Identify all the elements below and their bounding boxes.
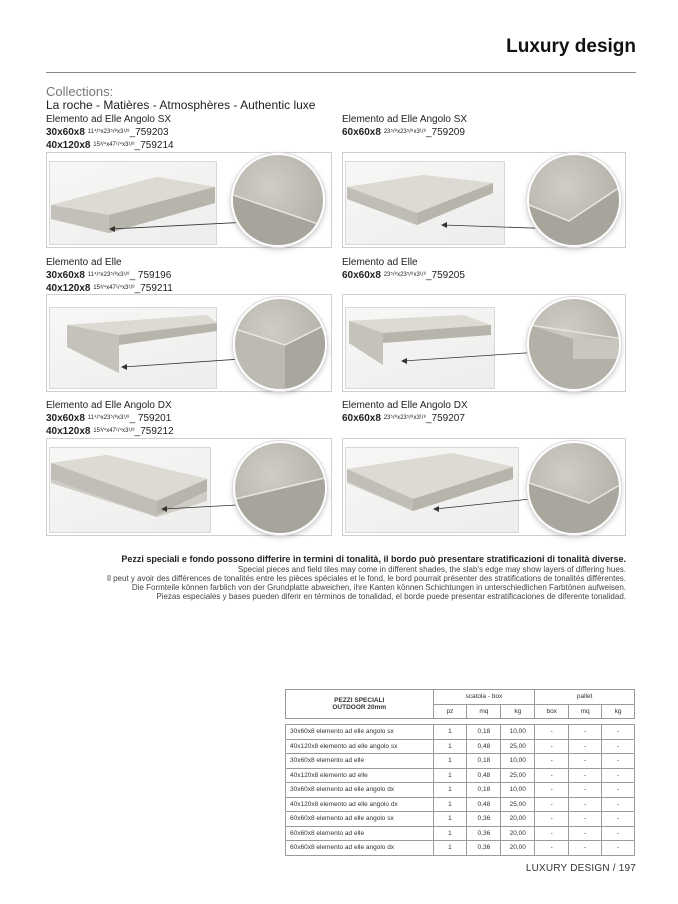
row-value-cell: 0,18: [467, 783, 501, 798]
item-measure: 23⁵/⁸x23⁵/⁸x3¹/⁸: [383, 129, 426, 135]
item-name: Elemento ad Elle: [342, 257, 418, 268]
item-measure: 11⁴/⁵x23⁵/⁸x3¹/⁸: [87, 272, 130, 278]
note-spanish: Piezas especiales y bases pueden diferir en términos de tonalidad, el borde puede presentar estratificaciones de diferente tonalidad.: [156, 592, 626, 601]
item-measure: 23⁵/⁸x23⁵/⁸x3¹/⁸: [383, 272, 426, 278]
table-title-line: PEZZI SPECIALI: [334, 697, 385, 704]
row-value-cell: -: [602, 783, 635, 798]
item-measure: 15³/⁴x47¹/⁴x3¹/⁸: [93, 285, 135, 291]
row-value-cell: -: [569, 826, 602, 841]
item-text: [46, 257, 173, 295]
product-photo-frame: [342, 152, 626, 248]
row-value-cell: -: [535, 841, 569, 856]
item-code: _759212: [134, 426, 174, 437]
item-size: 60x60x8: [342, 270, 381, 281]
page-footer: LUXURY DESIGN / 197: [525, 863, 636, 874]
table-row: [286, 797, 635, 812]
row-value-cell: -: [602, 739, 635, 754]
row-value-cell: 1: [433, 783, 467, 798]
item-size-line: [342, 269, 465, 282]
table-row: [286, 739, 635, 754]
row-description-cell: 40x120x8 elemento ad elle: [286, 768, 434, 783]
table-title-line: OUTDOOR 20mm: [332, 704, 387, 711]
item-code: _ 759201: [129, 413, 172, 424]
row-value-cell: -: [535, 812, 569, 827]
row-value-cell: -: [535, 768, 569, 783]
row-value-cell: 1: [433, 797, 467, 812]
item-code: _759214: [134, 140, 174, 151]
product-photo-frame: [46, 294, 332, 392]
row-value-cell: 0,18: [467, 725, 501, 740]
row-value-cell: -: [602, 754, 635, 769]
row-value-cell: -: [569, 725, 602, 740]
collections-names: La roche - Matières - Atmosphères - Authentic luxe: [46, 98, 316, 112]
row-value-cell: 10,00: [501, 783, 535, 798]
item-size: 60x60x8: [342, 127, 381, 138]
note-italian: Pezzi speciali e fondo possono differire in termini di tonalità, il bordo può presentare stratificazioni di tonalità diverse.: [121, 554, 626, 564]
row-description-cell: 30x60x8 elemento ad elle: [286, 754, 434, 769]
note-german: Die Formteile können farblich von der Grundplatte abweichen, ihre Kanten können Schichtungen in unterschiedlichen Farbtönen aufweisen.: [131, 583, 626, 592]
item-measure: 15³/⁴x47¹/⁴x3¹/⁸: [93, 142, 135, 148]
item-size-line: [46, 425, 174, 438]
row-value-cell: 20,00: [501, 812, 535, 827]
subheader-cell: kg: [501, 704, 535, 719]
item-name: Elemento ad Elle Angolo DX: [342, 400, 468, 411]
table-row: [286, 754, 635, 769]
table-body: [286, 725, 635, 856]
item-measure: 15³/⁴x47¹/⁴x3¹/⁸: [93, 428, 135, 434]
row-value-cell: -: [602, 797, 635, 812]
item-code: _759205: [425, 270, 465, 281]
header-rule: [46, 72, 636, 73]
item-name: Elemento ad Elle Angolo SX: [342, 114, 468, 125]
row-value-cell: -: [602, 725, 635, 740]
item-size: 30x60x8: [46, 127, 85, 138]
item-text: [46, 400, 174, 438]
header-group-pallet: pallet: [535, 690, 635, 705]
note-english: Special pieces and field tiles may come in different shades, the slab's edge may show layers of differing hues.: [237, 565, 626, 574]
row-value-cell: 10,00: [501, 725, 535, 740]
item-code: _759207: [425, 413, 465, 424]
page-title: Luxury design: [506, 36, 636, 57]
item-size-line: [342, 126, 467, 139]
row-value-cell: 0,48: [467, 797, 501, 812]
row-value-cell: -: [569, 841, 602, 856]
table-header-row: [286, 690, 635, 705]
row-value-cell: 0,36: [467, 812, 501, 827]
row-description-cell: 60x60x8 elemento ad elle angolo dx: [286, 841, 434, 856]
item-text: [342, 114, 467, 139]
collections-label: Collections:: [46, 84, 114, 99]
item-name: Elemento ad Elle: [46, 257, 122, 268]
row-value-cell: 1: [433, 725, 467, 740]
row-value-cell: 1: [433, 812, 467, 827]
header-group-box: scatola - box: [433, 690, 535, 705]
product-photo-frame: [342, 438, 626, 536]
row-value-cell: -: [602, 841, 635, 856]
product-photo-frame: [46, 438, 332, 536]
row-value-cell: 25,00: [501, 739, 535, 754]
row-value-cell: 0,18: [467, 754, 501, 769]
row-value-cell: -: [535, 725, 569, 740]
item-size: 60x60x8: [342, 413, 381, 424]
item-measure: 11⁴/⁵x23⁵/⁸x3¹/⁸: [87, 129, 130, 135]
item-size: 40x120x8: [46, 140, 91, 151]
table-title-cell: [286, 690, 434, 719]
row-value-cell: -: [535, 754, 569, 769]
row-value-cell: 1: [433, 754, 467, 769]
item-size-line: [46, 412, 174, 425]
item-size: 40x120x8: [46, 283, 91, 294]
detail-zoom-circle: [233, 297, 327, 391]
special-pieces-table: [285, 689, 635, 856]
detail-zoom-circle: [527, 153, 621, 247]
item-size: 40x120x8: [46, 426, 91, 437]
row-value-cell: -: [569, 768, 602, 783]
row-value-cell: 0,36: [467, 826, 501, 841]
row-value-cell: -: [602, 768, 635, 783]
row-value-cell: 1: [433, 768, 467, 783]
product-photo-frame: [342, 294, 626, 392]
row-value-cell: 25,00: [501, 768, 535, 783]
item-size-line: [46, 269, 173, 282]
item-size: 30x60x8: [46, 413, 85, 424]
row-value-cell: -: [569, 739, 602, 754]
item-text: [342, 257, 465, 282]
subheader-cell: mq: [467, 704, 501, 719]
item-code: _759203: [129, 127, 169, 138]
row-value-cell: 0,48: [467, 768, 501, 783]
item-size: 30x60x8: [46, 270, 85, 281]
item-code: _759211: [134, 283, 173, 294]
item-text: [46, 114, 174, 152]
row-description-cell: 60x60x8 elemento ad elle: [286, 826, 434, 841]
row-value-cell: -: [602, 826, 635, 841]
row-value-cell: 0,48: [467, 739, 501, 754]
subheader-cell: mq: [569, 704, 602, 719]
row-description-cell: 40x120x8 elemento ad elle angolo dx: [286, 797, 434, 812]
item-measure: 11⁴/⁵x23⁵/⁸x3¹/⁸: [87, 415, 130, 421]
item-size-line: [342, 412, 468, 425]
row-value-cell: -: [569, 812, 602, 827]
row-value-cell: -: [535, 826, 569, 841]
detail-zoom-circle: [233, 441, 327, 535]
table-row: [286, 841, 635, 856]
table-row: [286, 812, 635, 827]
detail-zoom-circle: [527, 441, 621, 535]
row-value-cell: -: [535, 797, 569, 812]
row-value-cell: -: [569, 797, 602, 812]
table-row: [286, 725, 635, 740]
row-value-cell: 1: [433, 826, 467, 841]
detail-zoom-circle: [231, 153, 325, 247]
item-name: Elemento ad Elle Angolo SX: [46, 114, 172, 125]
note-french: Il peut y avoir des différences de tonalités entre les pièces spéciales et le fond, le bord pourrait présenter des stratifications de tonalités différentes.: [106, 574, 626, 583]
row-value-cell: -: [569, 783, 602, 798]
row-value-cell: 1: [433, 841, 467, 856]
product-photo-frame: [46, 152, 332, 248]
row-value-cell: 25,00: [501, 797, 535, 812]
subheader-cell: pz: [433, 704, 467, 719]
detail-zoom-circle: [527, 297, 621, 391]
item-size-line: [46, 126, 174, 139]
row-description-cell: 40x120x8 elemento ad elle angolo sx: [286, 739, 434, 754]
row-value-cell: -: [602, 812, 635, 827]
subheader-cell: kg: [602, 704, 635, 719]
row-description-cell: 30x60x8 elemento ad elle angolo dx: [286, 783, 434, 798]
row-value-cell: 0,36: [467, 841, 501, 856]
item-text: [342, 400, 468, 425]
item-code: _ 759196: [129, 270, 172, 281]
row-description-cell: 60x60x8 elemento ad elle angolo sx: [286, 812, 434, 827]
row-value-cell: 20,00: [501, 826, 535, 841]
table-row: [286, 826, 635, 841]
row-value-cell: 20,00: [501, 841, 535, 856]
row-value-cell: 10,00: [501, 754, 535, 769]
item-name: Elemento ad Elle Angolo DX: [46, 400, 172, 411]
row-description-cell: 30x60x8 elemento ad elle angolo sx: [286, 725, 434, 740]
row-value-cell: -: [569, 754, 602, 769]
row-value-cell: 1: [433, 739, 467, 754]
item-size-line: [46, 139, 174, 152]
table-row: [286, 783, 635, 798]
row-value-cell: -: [535, 783, 569, 798]
row-value-cell: -: [535, 739, 569, 754]
item-measure: 23⁵/⁸x23⁵/⁸x3¹/⁸: [383, 415, 426, 421]
table-row: [286, 768, 635, 783]
item-code: _759209: [425, 127, 465, 138]
subheader-cell: box: [535, 704, 569, 719]
